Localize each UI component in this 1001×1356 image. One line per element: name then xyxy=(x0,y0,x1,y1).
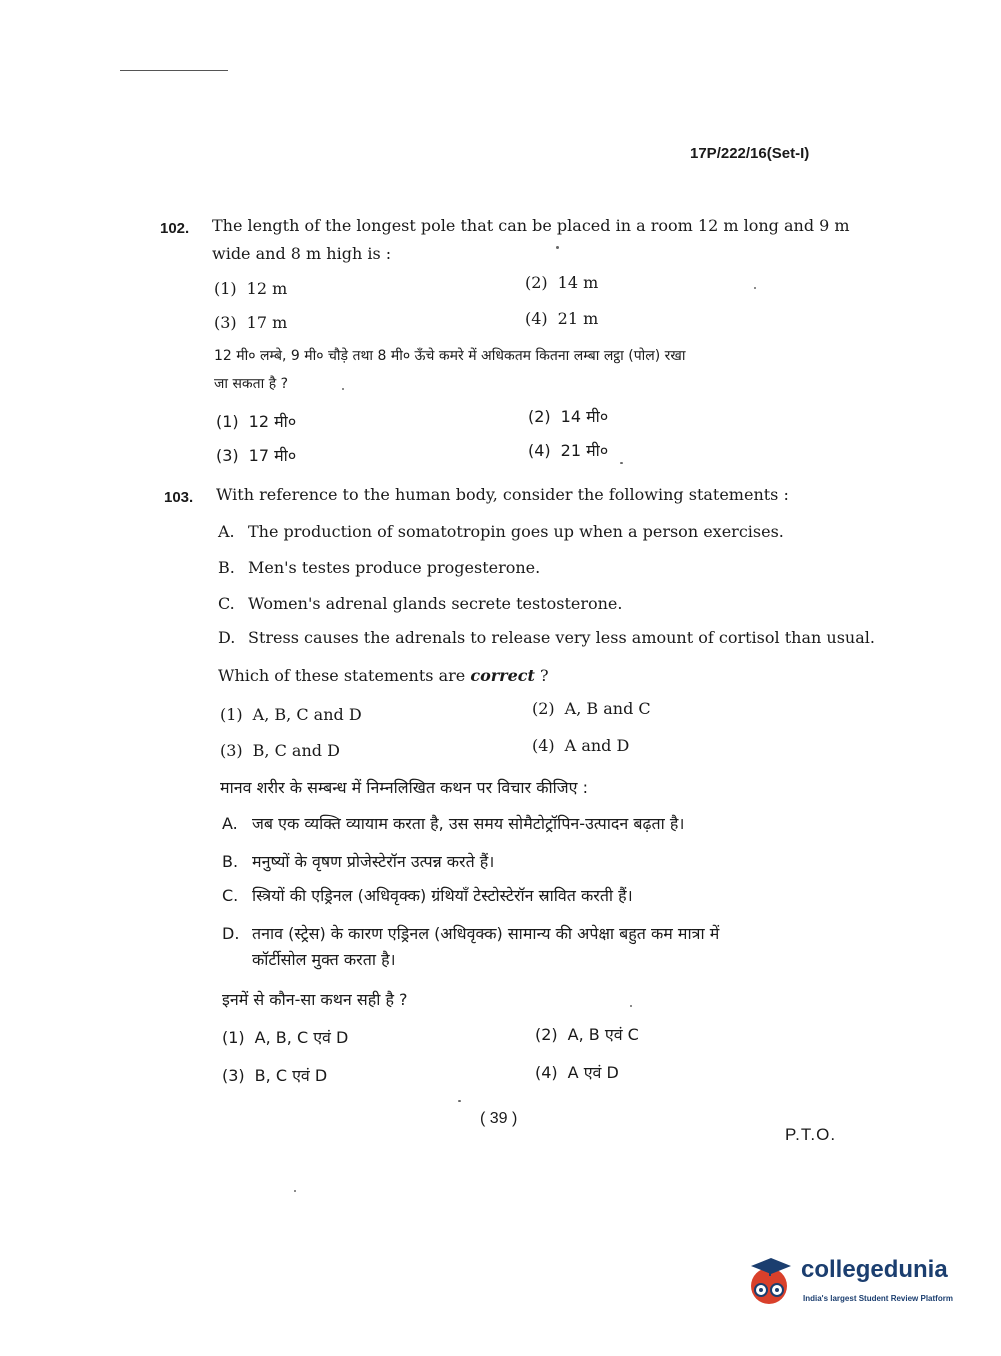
question-prompt: Which of these statements are correct ? xyxy=(218,666,549,685)
option: (2) 14 m xyxy=(525,273,599,292)
scan-speck xyxy=(294,1190,296,1192)
option: (4) A एवं D xyxy=(535,1063,619,1082)
question-text: wide and 8 m high is : xyxy=(212,244,392,263)
option: (1) 12 मी० xyxy=(216,412,297,431)
option: (3) B, C एवं D xyxy=(222,1066,328,1085)
option: (2) A, B एवं C xyxy=(535,1025,639,1044)
option: (4) 21 m xyxy=(525,309,599,328)
question-text-hindi: 12 मी० लम्बे, 9 मी० चौड़े तथा 8 मी० ऊँचे कमरे में अधिकतम कितना लम्बा लट्ठा (पोल) रखा xyxy=(214,348,686,364)
scan-speck xyxy=(342,388,344,390)
statement-hindi-continued: कॉर्टीसोल मुक्त करता है। xyxy=(252,950,396,969)
question-text: With reference to the human body, consider the following statements : xyxy=(216,485,789,504)
option: (4) 21 मी० xyxy=(528,441,609,460)
question-text-hindi: जा सकता है ? xyxy=(214,376,289,392)
question-prompt-hindi: इनमें से कौन-सा कथन सही है ? xyxy=(222,990,408,1009)
pto-label: P.T.O. xyxy=(785,1125,837,1144)
mascot-icon xyxy=(745,1252,797,1308)
option: (2) A, B and C xyxy=(532,699,651,718)
option: (3) B, C and D xyxy=(220,741,340,760)
question-number: 102. xyxy=(160,220,190,237)
statement: B. Men's testes produce progesterone. xyxy=(218,558,541,577)
statement-hindi: B. मनुष्यों के वृषण प्रोजेस्टेरॉन उत्पन्न करते हैं। xyxy=(222,852,495,871)
scan-speck xyxy=(630,1005,632,1007)
scan-speck xyxy=(620,462,623,464)
option: (1) A, B, C एवं D xyxy=(222,1028,349,1047)
option: (3) 17 m xyxy=(214,313,288,332)
page-number: ( 39 ) xyxy=(480,1110,518,1127)
statement-hindi: C. स्त्रियों की एड्रिनल (अधिवृक्क) ग्रंथियाँ टेस्टोस्टेरॉन स्रावित करती हैं। xyxy=(222,886,633,905)
statement-hindi: D. तनाव (स्ट्रेस) के कारण एड्रिनल (अधिवृक्क) सामान्य की अपेक्षा बहुत कम मात्रा में xyxy=(222,924,720,943)
paper-code: 17P/222/16(Set-I) xyxy=(690,145,810,162)
scan-speck xyxy=(754,287,756,289)
option: (4) A and D xyxy=(532,736,630,755)
option: (2) 14 मी० xyxy=(528,407,609,426)
top-rule xyxy=(120,70,228,71)
statement: D. Stress causes the adrenals to release very less amount of cortisol than usual. xyxy=(218,628,875,647)
logo-name: collegedunia xyxy=(801,1256,948,1283)
option: (1) A, B, C and D xyxy=(220,705,362,724)
scan-speck xyxy=(556,246,559,249)
question-number: 103. xyxy=(164,489,194,506)
statement: A. The production of somatotropin goes up when a person exercises. xyxy=(218,522,784,541)
logo-tagline: India's largest Student Review Platform xyxy=(803,1294,953,1303)
collegedunia-logo xyxy=(745,1252,975,1312)
statement-hindi: A. जब एक व्यक्ति व्यायाम करता है, उस समय सोमैटोट्रॉपिन-उत्पादन बढ़ता है। xyxy=(222,814,685,833)
scan-speck xyxy=(458,1100,461,1102)
option: (3) 17 मी० xyxy=(216,446,297,465)
question-text: The length of the longest pole that can be placed in a room 12 m long and 9 m xyxy=(212,216,850,235)
question-text-hindi: मानव शरीर के सम्बन्ध में निम्नलिखित कथन पर विचार कीजिए : xyxy=(220,778,588,797)
option: (1) 12 m xyxy=(214,279,288,298)
statement: C. Women's adrenal glands secrete testosterone. xyxy=(218,594,623,613)
